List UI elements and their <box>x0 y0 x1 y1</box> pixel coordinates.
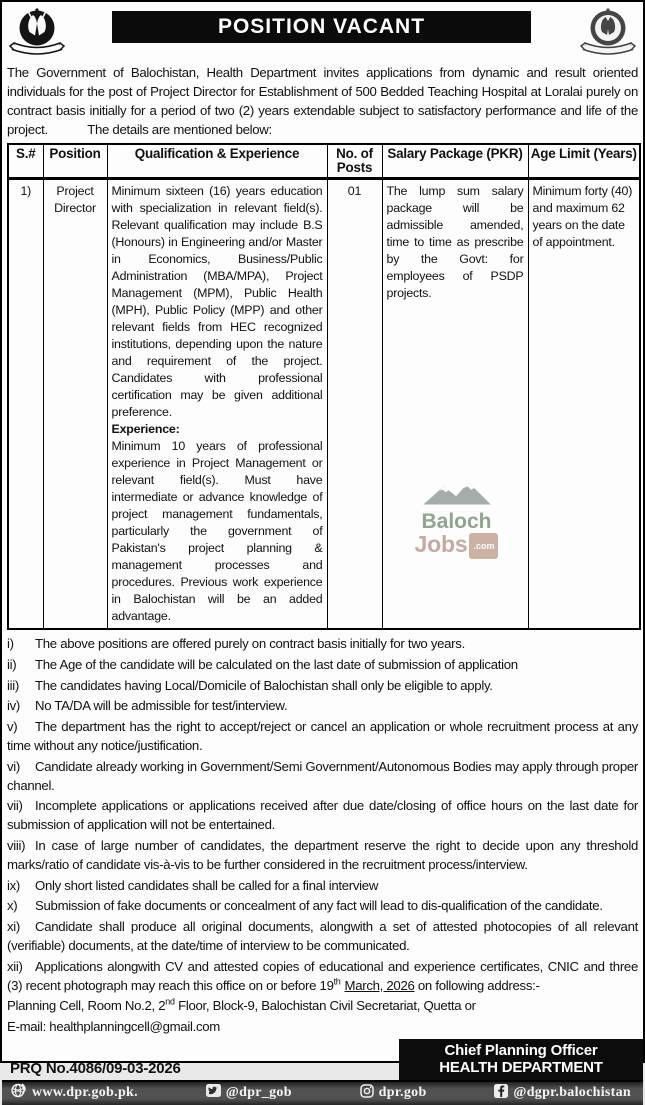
balochjobs-watermark <box>409 480 505 559</box>
terms-and-conditions <box>7 635 638 1039</box>
note-item: vi) Candidate already working in Government/Semi Government/Autonomous Bodies may apply through proper channel. <box>7 758 638 793</box>
prq-number: PRQ No.4086/09-03-2026 <box>10 1059 181 1077</box>
note-item: iv) No TA/DA will be admissible for test/interview. <box>7 698 288 714</box>
dpr-footer-bar <box>2 1080 643 1105</box>
cell-position: Project Director <box>43 179 107 630</box>
note-item: ii) The Age of the candidate will be calculated on the last date of submission of application <box>7 656 518 672</box>
balochistan-emblem-left-icon <box>7 7 67 60</box>
header <box>7 7 638 60</box>
intro-paragraph <box>7 63 638 139</box>
note-item-deadline: xii) Applications alongwith CV and attested copies of educational and experience certificates, CNIC and three (3) recent photograph may reach this office on or before 19th March, 2026 on following address:- <box>7 958 638 993</box>
col-qualification: Qualification & Experience <box>107 144 327 179</box>
note-item: viii) In case of large number of candidates, the department reserve the right to decide upon any threshold marks/ratio of candidate vis-à-vis to be further considered in the recruitment process/interview. <box>7 837 638 872</box>
footer-instagram: dpr.gob <box>360 1084 427 1103</box>
col-serial: S.# <box>8 144 43 179</box>
note-item: i) The above positions are offered purely on contract basis initially for two years. <box>7 636 465 651</box>
table-row <box>8 179 640 630</box>
note-item: vii) Incomplete applications or applications received after due date/closing of office hours on the last date for submission of application will not be entertained. <box>7 798 638 833</box>
watermark-com: .com <box>469 533 498 559</box>
cell-salary <box>382 179 528 630</box>
globe-icon <box>10 1083 27 1103</box>
col-salary: Salary Package (PKR) <box>382 144 528 179</box>
note-item: v) The department has the right to accept/reject or cancel an application or whole recruitment process at any time without any notice/justification. <box>7 719 638 753</box>
signatory-department: HEALTH DEPARTMENT <box>439 1058 603 1076</box>
footer-twitter: @dpr_gob <box>206 1084 292 1102</box>
cell-qualification <box>107 179 327 630</box>
cell-age-limit: Minimum forty (40) and maximum 62 years on the date of appointment. <box>528 179 640 630</box>
table-header-row <box>8 144 640 179</box>
facebook-icon <box>494 1084 508 1103</box>
bottom-row <box>7 1039 638 1080</box>
vacancy-table <box>7 143 641 630</box>
mountains-icon <box>420 480 494 506</box>
page-title: POSITION VACANT <box>112 11 531 43</box>
experience-text: Minimum 10 years of professional experience in Project Management or relevant field(s). Must have intermediate or advance knowledge of project management fundamentals, particularly the government of Pakistan's project planning & management processes and procedures. Previous work experience in Balochistan will be an added advantage. <box>111 439 323 623</box>
email-address: E-mail: healthplanningcell@gmail.com <box>7 1019 220 1035</box>
details-note: The details are mentioned below: <box>87 122 272 137</box>
watermark-line1: Baloch <box>421 510 492 533</box>
signatory-title: Chief Planning Officer <box>444 1041 598 1059</box>
col-position: Position <box>43 144 107 179</box>
ordinal-suffix: th <box>333 976 341 987</box>
intro-text: The Government of Balochistan, Health Department invites applications from dynamic and result oriented individuals for the post of Project Director for Establishment of 500 Bedded Teaching Hospital at Loralai purely on contract basis initially for a period of two (2) years extendable subject to satisfactory performance and life of the project. <box>7 65 638 137</box>
qualification-text: Minimum sixteen (16) years education with specialization in relevant field(s). Relevant qualification may include B.S (Honours) in Engineering and/or Master in Economics, Business/Public Administration (MBA/MPA), Project Management (MPM), Public Health (MPH), Public Policy (MPP) and other relevant fields from HEC recognized institutions, depending upon the nature and requirement of the project. Candidates with professional certification may be given additional preference. <box>111 184 323 419</box>
cell-serial: 1) <box>8 179 43 630</box>
salary-text: The lump sum salary package will be admissible amended, time to time as prescribe by the Govt: for employees of PSDP projects. <box>386 184 524 300</box>
footer-facebook: @dgpr.balochistan <box>494 1084 631 1103</box>
note-item: iii) The candidates having Local/Domicile of Balochistan shall only be eligible to apply. <box>7 677 493 693</box>
balochistan-emblem-right-icon <box>578 7 638 60</box>
watermark-line2: Jobs <box>414 531 468 557</box>
postal-address: Planning Cell, Room No.2, 2nd Floor, Block-9, Balochistan Civil Secretariat, Quetta or <box>7 996 476 1014</box>
note-item: xi) Candidate shall produce all original documents, alongwith a set of attested photocopies of all relevant (verifiable) documents, at the date/time of interview to be communicated. <box>7 919 638 953</box>
twitter-icon <box>206 1084 221 1102</box>
instagram-icon <box>360 1084 374 1103</box>
note-item: ix) Only short listed candidates shall be called for a final interview <box>7 877 379 893</box>
deadline-date: March, 2026 <box>344 977 415 993</box>
experience-label: Experience: <box>111 422 180 436</box>
signature-block <box>399 1039 643 1080</box>
ordinal-suffix: nd <box>165 996 175 1007</box>
footer-website: www.dpr.gob.pk. <box>10 1083 138 1103</box>
col-age-limit: Age Limit (Years) <box>528 144 640 179</box>
note-item: x) Submission of fake documents or concealment of any fact will lead to dis-qualification of the candidate. <box>7 898 603 914</box>
cell-posts: 01 <box>327 179 382 630</box>
col-posts: No. of Posts <box>327 144 382 179</box>
